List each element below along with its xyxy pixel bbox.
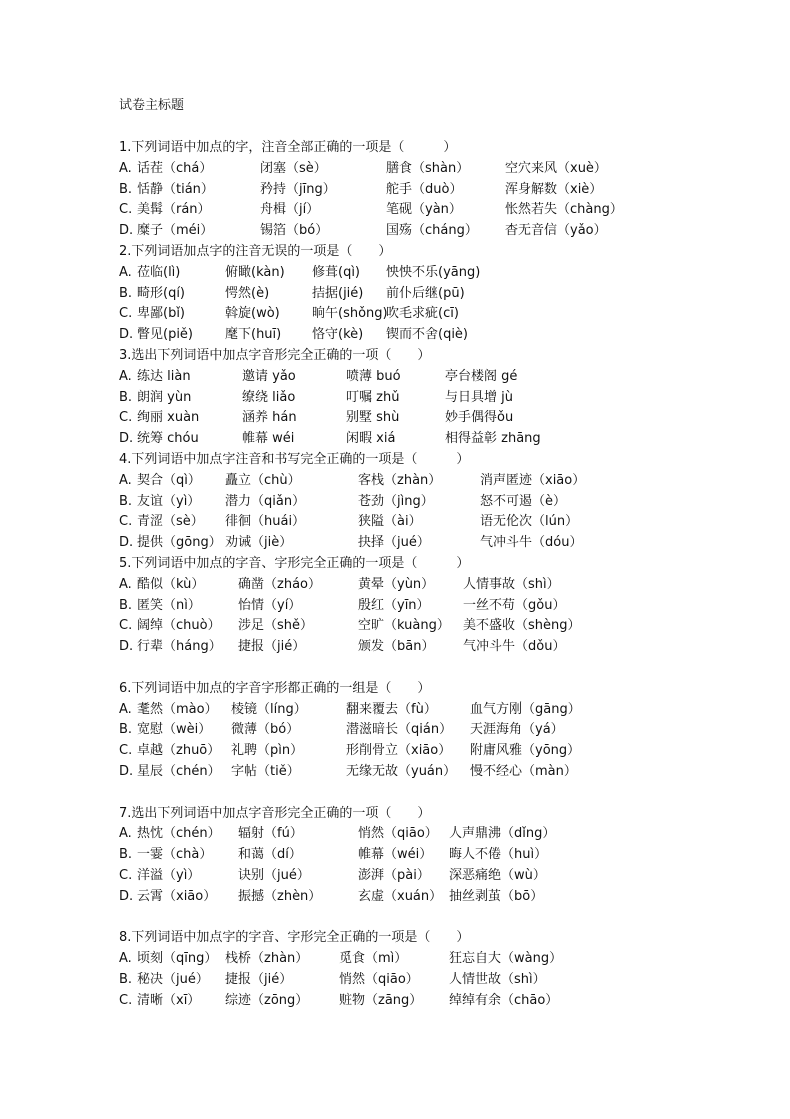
option-word: 阔绰（chuò） <box>137 618 221 634</box>
question-stem: 3.选出下列词语中加点字音形完全正确的一项（ ） <box>119 347 431 363</box>
option-word: 空旷（kuàng） <box>358 618 450 634</box>
option-word: 客栈（zhàn） <box>358 472 442 488</box>
option-word: 形削骨立（xiāo） <box>346 743 452 759</box>
option-word: 杳无音信（yǎo） <box>505 223 607 239</box>
option-row <box>119 991 769 1012</box>
question-stem: 4.下列词语中加点字注音和书写完全正确的一项是（ ） <box>119 451 470 467</box>
option-word: 血气方刚（gāng） <box>470 701 581 717</box>
option-word: 亭台楼阁 gé <box>445 368 518 384</box>
option-word: 悄然（qiāo） <box>358 826 438 842</box>
option-word: 美不盛收（shèng） <box>463 618 581 634</box>
option-word: 潜力（qiǎn） <box>225 493 306 509</box>
option-word: 人情世故（shì） <box>449 971 546 987</box>
option-row <box>119 512 769 533</box>
option-word: 晌午(shǒng) <box>312 306 388 322</box>
option-word: 绚丽 xuàn <box>137 410 200 426</box>
option-word: 耄然（mào） <box>137 701 218 717</box>
option-word: 徘徊（huái） <box>225 514 306 530</box>
question-stem: 2.下列词语加点字的注音无误的一项是（ ） <box>119 243 392 259</box>
option-word: 顷刻（qīng） <box>137 951 218 967</box>
option-word: 翻来覆去（fù） <box>346 701 437 717</box>
option-letter: D. <box>119 327 134 343</box>
option-word: 拮据(jié) <box>312 285 364 301</box>
option-word: 气冲斗牛（dóu） <box>480 535 583 551</box>
question-stem: 7.选出下列词语中加点字音形完全正确的一项（ ） <box>119 805 431 821</box>
option-word: 殷红（yīn） <box>358 597 430 613</box>
option-word: 消声匿迹（xiāo） <box>480 472 586 488</box>
option-word: 洋溢（yì） <box>137 867 201 883</box>
option-letter: A. <box>119 472 132 488</box>
option-word: 字帖（tiě） <box>231 763 300 779</box>
option-word: 喷薄 buó <box>346 368 401 384</box>
option-word: 玄虚（xuán） <box>358 888 443 904</box>
option-word: 卓越（zhuō） <box>137 743 221 759</box>
option-word: 悄然（qiāo） <box>339 971 419 987</box>
option-word: 苍劲（jìng） <box>358 493 434 509</box>
option-letter: A. <box>119 701 132 717</box>
option-word: 宽慰（wèi） <box>137 722 212 738</box>
option-word: 和蔼（dí） <box>238 847 302 863</box>
option-letter: D. <box>119 431 134 447</box>
option-letter: D. <box>119 223 134 239</box>
option-word: 慢不经心（màn） <box>470 763 577 779</box>
option-word: 涵养 hán <box>242 410 297 426</box>
option-word: 抉择（jué） <box>358 535 430 551</box>
option-word: 闭塞（sè） <box>260 160 327 176</box>
option-word: 舵手（duò） <box>386 181 463 197</box>
option-letter: C. <box>119 743 133 759</box>
question <box>119 242 769 346</box>
option-word: 云霄（xiāo） <box>137 888 217 904</box>
option-word: 深恶痛绝（wù） <box>449 867 546 883</box>
option-letter: C. <box>119 992 133 1008</box>
option-word: 捷报（jié） <box>238 639 306 655</box>
option-word: 愕然(è) <box>225 285 270 301</box>
option-word: 斡旋(wò) <box>225 306 280 322</box>
option-word: 麾下(huī) <box>225 327 282 343</box>
option-word: 诀别（jué） <box>238 867 310 883</box>
option-letter: B. <box>119 847 133 863</box>
option-letter: B. <box>119 389 133 405</box>
option-word: 提供（gōng） <box>137 535 222 551</box>
option-word: 酷似（kù） <box>137 576 205 592</box>
option-row <box>119 200 769 221</box>
option-word: 畸形(qí) <box>137 285 186 301</box>
option-word: 瞥见(piě) <box>137 327 194 343</box>
question <box>119 804 769 929</box>
question <box>119 346 769 450</box>
option-word: 怅然若失（chàng） <box>505 202 623 218</box>
option-row <box>119 221 769 242</box>
option-letter: D. <box>119 639 134 655</box>
option-row <box>119 367 769 388</box>
option-word: 统筹 chóu <box>137 431 199 447</box>
option-row <box>119 845 769 866</box>
option-word: 赃物（zāng） <box>339 992 423 1008</box>
option-word: 妙手偶得ǒu <box>445 410 514 426</box>
question-stem: 5.下列词语中加点的字音、字形完全正确的一项是（ ） <box>119 555 470 571</box>
option-word: 棱镜（líng） <box>231 701 307 717</box>
option-letter: B. <box>119 597 133 613</box>
option-word: 友谊（yì） <box>137 493 201 509</box>
option-word: 矗立（chù） <box>225 472 301 488</box>
option-word: 气冲斗牛（dǒu） <box>463 639 566 655</box>
option-word: 匿笑（nì） <box>137 597 201 613</box>
option-word: 前仆后继(pū) <box>386 285 465 301</box>
option-word: 涉足（shě） <box>238 618 314 634</box>
option-row <box>119 284 769 305</box>
option-letter: A. <box>119 160 132 176</box>
option-word: 狂忘自大（wàng） <box>449 951 563 967</box>
option-letter: D. <box>119 763 134 779</box>
option-letter: C. <box>119 618 133 634</box>
option-letter: A. <box>119 368 132 384</box>
option-word: 恪守(kè) <box>312 327 364 343</box>
option-word: 人声鼎沸（dǐng） <box>449 826 556 842</box>
option-word: 膳食（shàn） <box>386 160 470 176</box>
option-word: 礼聘（pìn） <box>231 743 304 759</box>
option-word: 颁发（bān） <box>358 639 435 655</box>
option-row <box>119 970 769 991</box>
option-row <box>119 159 769 180</box>
option-word: 无缘无故（yuán） <box>346 763 457 779</box>
option-word: 语无伦次（lún） <box>480 514 579 530</box>
option-word: 振撼（zhèn） <box>238 888 322 904</box>
option-word: 秘决（jué） <box>137 971 209 987</box>
option-letter: B. <box>119 493 133 509</box>
option-word: 星辰（chén） <box>137 763 221 779</box>
option-word: 栈桥（zhàn） <box>225 951 309 967</box>
question-stem: 1.下列词语中加点的字，注音全部正确的一项是（ ） <box>119 140 457 155</box>
option-word: 缭绕 liǎo <box>242 389 296 405</box>
option-word: 行辈（háng） <box>137 639 222 655</box>
option-letter: C. <box>119 202 133 218</box>
option-row <box>119 429 769 450</box>
option-letter: B. <box>119 722 133 738</box>
option-word: 微薄（bó） <box>231 722 300 738</box>
option-row <box>119 637 769 658</box>
option-word: 邀请 yǎo <box>242 368 296 384</box>
option-word: 锲而不舍(qiè) <box>386 327 469 343</box>
option-word: 抽丝剥茧（bō） <box>449 888 544 904</box>
option-row <box>119 762 769 783</box>
option-row <box>119 388 769 409</box>
option-word: 莅临(lì) <box>137 264 181 280</box>
option-word: 热忱（chén） <box>137 826 221 842</box>
option-word: 别墅 shù <box>346 410 400 426</box>
blank-line <box>119 907 769 928</box>
option-word: 潜滋暗长（qián） <box>346 722 453 738</box>
option-row <box>119 700 769 721</box>
question <box>119 928 769 1011</box>
option-word: 怡情（yí） <box>238 597 302 613</box>
question-stem: 6.下列词语中加点的字音字形都正确的一组是（ ） <box>119 680 431 696</box>
option-word: 黄晕（yùn） <box>358 576 435 592</box>
option-word: 空穴来风（xuè） <box>505 160 607 176</box>
option-word: 辐射（fú） <box>238 826 303 842</box>
option-letter: C. <box>119 410 133 426</box>
question <box>119 138 769 242</box>
question-list <box>119 138 769 1011</box>
option-word: 闲暇 xiá <box>346 431 396 447</box>
option-word: 帷幕 wéi <box>242 431 295 447</box>
option-word: 怒不可遏（è） <box>480 493 566 509</box>
option-row <box>119 263 769 284</box>
option-row <box>119 949 769 970</box>
option-word: 俯瞰(kàn) <box>225 264 285 280</box>
option-letter: D. <box>119 535 134 551</box>
option-row <box>119 492 769 513</box>
option-row <box>119 325 769 346</box>
option-row <box>119 616 769 637</box>
question <box>119 450 769 554</box>
option-word: 国殇（cháng） <box>386 223 478 239</box>
option-row <box>119 408 769 429</box>
option-letter: B. <box>119 181 133 197</box>
option-word: 帷幕（wéi） <box>358 847 433 863</box>
option-word: 确凿（zháo） <box>238 576 321 592</box>
option-word: 绰绰有余（chāo） <box>449 992 559 1008</box>
option-word: 浑身解数（xiè） <box>505 181 603 197</box>
option-word: 修葺(qì) <box>312 264 361 280</box>
option-letter: C. <box>119 867 133 883</box>
option-word: 恬静（tián） <box>137 181 214 197</box>
blank-line <box>119 783 769 804</box>
option-word: 矜持（jīng） <box>260 181 336 197</box>
option-letter: C. <box>119 306 133 322</box>
option-word: 相得益彰 zhāng <box>445 431 541 447</box>
option-row <box>119 596 769 617</box>
question <box>119 554 769 679</box>
option-word: 劝诫（jiè） <box>225 535 293 551</box>
option-word: 清晰（xī） <box>137 992 201 1008</box>
option-word: 吹毛求疵(cī) <box>386 306 459 322</box>
option-letter: A. <box>119 576 132 592</box>
option-word: 一丝不苟（gǒu） <box>463 597 566 613</box>
option-word: 一霎（chà） <box>137 847 213 863</box>
option-letter: A. <box>119 951 132 967</box>
option-word: 人情事故（shì） <box>463 576 560 592</box>
option-word: 综迹（zōng） <box>225 992 309 1008</box>
option-letter: D. <box>119 888 134 904</box>
option-letter: A. <box>119 264 132 280</box>
option-letter: B. <box>119 971 133 987</box>
option-row <box>119 180 769 201</box>
option-word: 觅食（mì） <box>339 951 408 967</box>
option-word: 笔砚（yàn） <box>386 202 462 218</box>
option-word: 练达 liàn <box>137 368 191 384</box>
option-row <box>119 887 769 908</box>
option-word: 糜子（méi） <box>137 223 214 239</box>
option-row <box>119 741 769 762</box>
question-stem: 8.下列词语中加点字的字音、字形完全正确的一项是（ ） <box>119 930 470 946</box>
option-word: 锡箔（bó） <box>260 223 329 239</box>
option-word: 晦人不倦（huì） <box>449 847 548 863</box>
blank-line <box>119 658 769 679</box>
option-row <box>119 533 769 554</box>
option-row <box>119 471 769 492</box>
option-word: 天涯海角（yá） <box>470 722 564 738</box>
option-row <box>119 824 769 845</box>
option-word: 狭隘（ài） <box>358 514 422 530</box>
option-word: 捷报（jié） <box>225 971 293 987</box>
option-word: 美髯（rán） <box>137 202 211 218</box>
page-title: 试卷主标题 <box>119 98 185 113</box>
option-row <box>119 575 769 596</box>
option-row <box>119 866 769 887</box>
option-word: 朗润 yùn <box>137 389 192 405</box>
option-word: 澎湃（pài） <box>358 867 430 883</box>
option-letter: B. <box>119 285 133 301</box>
option-row <box>119 304 769 325</box>
option-row <box>119 720 769 741</box>
option-word: 叮嘱 zhǔ <box>346 389 400 405</box>
option-letter: C. <box>119 514 133 530</box>
option-word: 怏怏不乐(yāng) <box>386 264 481 280</box>
option-letter: A. <box>119 826 132 842</box>
option-word: 与日具增 jù <box>445 389 513 405</box>
question <box>119 679 769 804</box>
option-word: 话茬（chá） <box>137 160 213 176</box>
option-word: 卑鄙(bǐ) <box>137 306 186 322</box>
option-word: 契合（qì） <box>137 472 201 488</box>
option-word: 附庸风雅（yōng） <box>470 743 581 759</box>
option-word: 舟楫（jí） <box>260 202 320 218</box>
option-word: 青涩（sè） <box>137 514 204 530</box>
